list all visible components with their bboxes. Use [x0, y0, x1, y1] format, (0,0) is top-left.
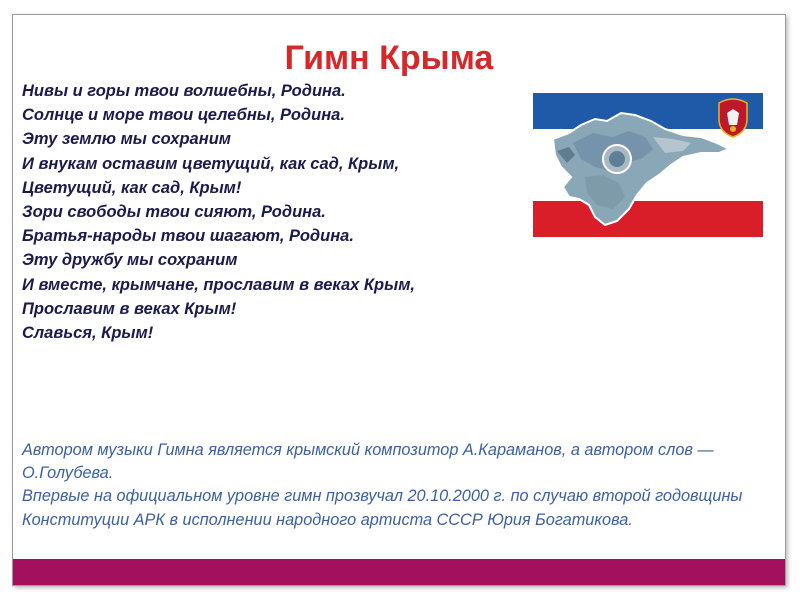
- lyrics-line: И вместе, крымчане, прославим в веках Крым,: [22, 275, 415, 294]
- lyrics-line: Прославим в веках Крым!: [22, 299, 237, 318]
- lyrics-line: Эту землю мы сохраним: [22, 130, 231, 149]
- coat-of-arms-icon: [719, 99, 747, 137]
- lyrics-line: Солнце и море твои целебны, Родина.: [22, 106, 345, 125]
- lyrics-line: Цветущий, как сад, Крым!: [22, 178, 242, 197]
- slide: [12, 14, 786, 586]
- lyrics-line: Зори свободы твои сияют, Родина.: [22, 203, 326, 222]
- lyrics-line: И внукам оставим цветущий, как сад, Крым,: [22, 154, 400, 173]
- lyrics-line: Эту дружбу мы сохраним: [22, 251, 238, 270]
- slide-title-text: Гимн Крыма: [284, 39, 494, 77]
- anthem-lyrics: [22, 79, 415, 345]
- info-paragraph: Автором музыки Гимна является крымский композитор А.Караманов, а автором слов — О.Голубева.: [22, 441, 714, 483]
- crimea-flag-image: [533, 93, 763, 237]
- bottom-accent-bar: [13, 559, 785, 585]
- lyrics-line: Братья-народы твои шагают, Родина.: [22, 227, 354, 246]
- anthem-info: [22, 439, 762, 532]
- info-paragraph: Впервые на официальном уровне гимн прозвучал 20.10.2000 г. по случаю второй годовщины Конституции АРК в исполнении народного артиста СССР Юрия Богатикова.: [22, 487, 743, 529]
- lyrics-line: Нивы и горы твои волшебны, Родина.: [22, 82, 346, 100]
- flag-red-stripe: [533, 201, 763, 237]
- slide-title: [13, 39, 785, 78]
- lyrics-line: Славься, Крым!: [22, 324, 154, 343]
